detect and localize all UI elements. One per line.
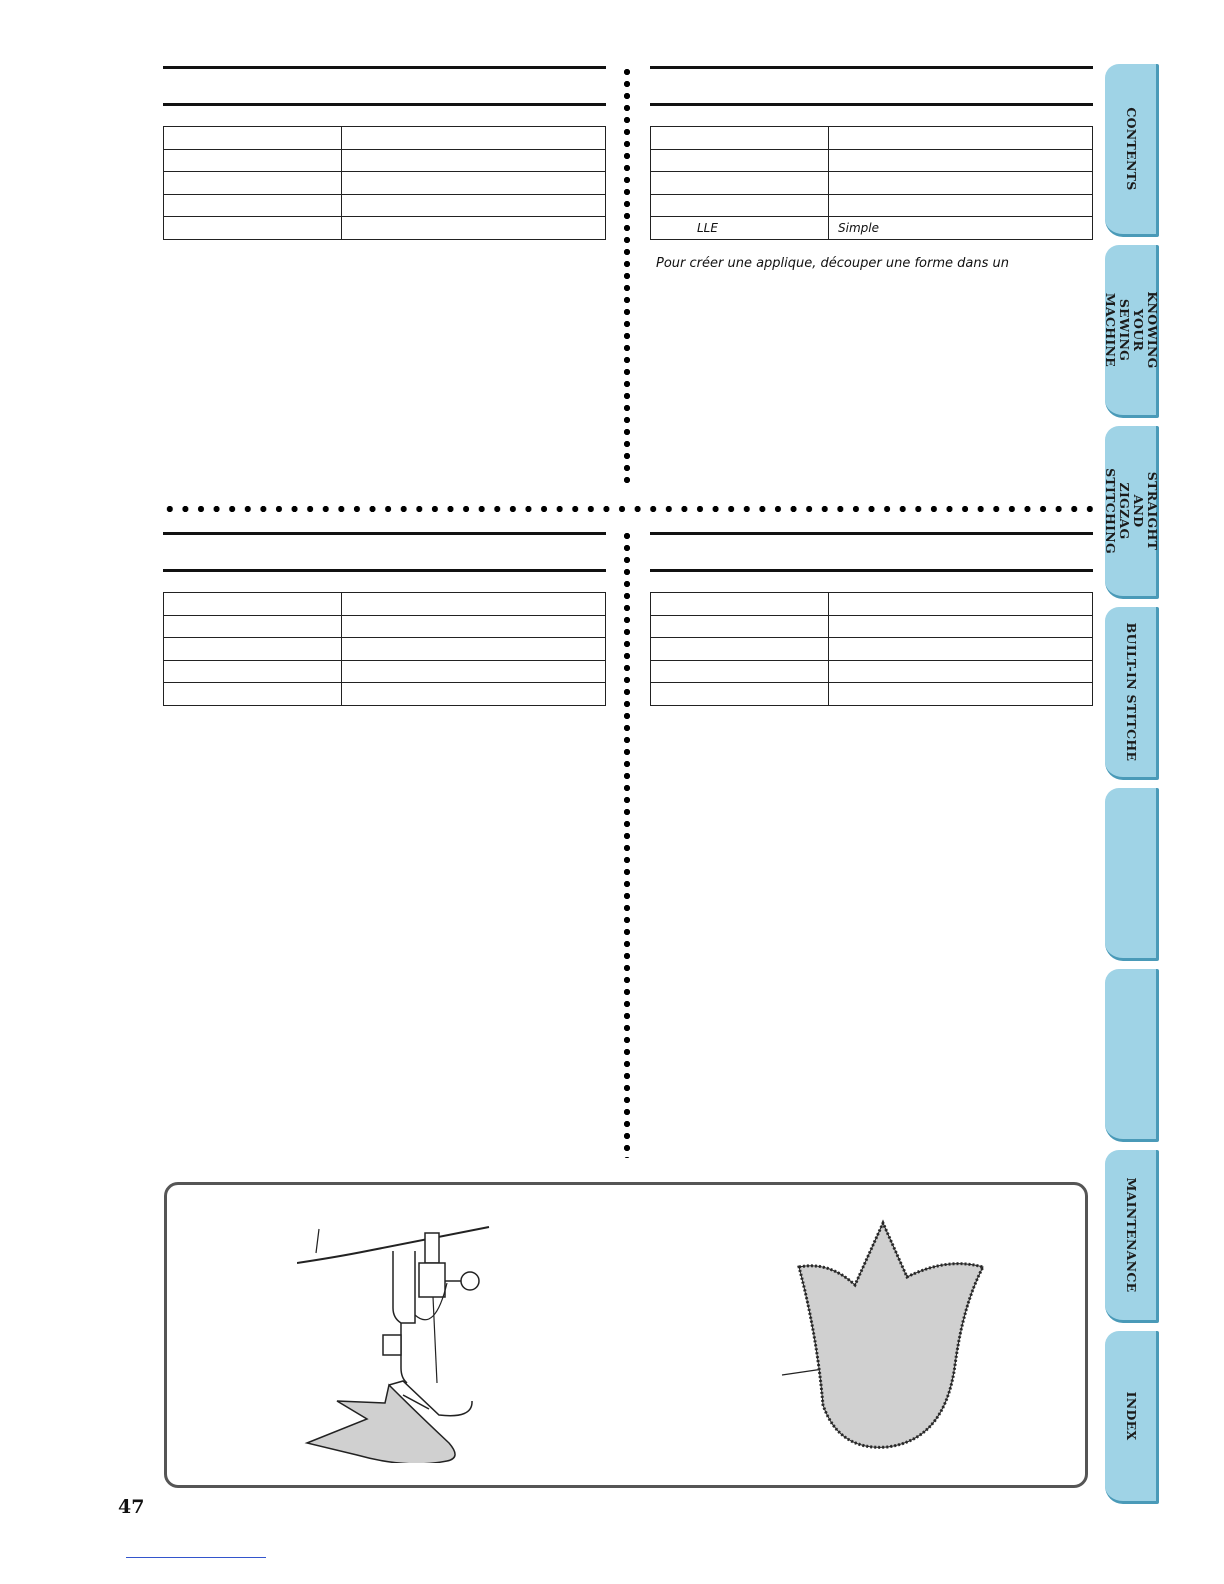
header-rule xyxy=(650,532,1093,535)
table-cell xyxy=(342,172,606,195)
tab-index[interactable] xyxy=(1105,1331,1159,1504)
tab-maintenance[interactable] xyxy=(1105,1150,1159,1323)
header-rule xyxy=(650,103,1093,106)
table-cell xyxy=(164,638,342,661)
table-cell xyxy=(651,638,829,661)
applique-shape-illustration xyxy=(777,1215,987,1465)
table-cell xyxy=(829,149,1093,172)
vertical-dot-divider xyxy=(623,66,631,488)
footer-link-underline[interactable] xyxy=(126,1557,266,1558)
table-row xyxy=(651,593,1093,616)
table-row xyxy=(164,683,606,706)
header-rule xyxy=(163,569,606,572)
tab-label: MAINTENANCE xyxy=(1123,1177,1139,1293)
vertical-dot-divider xyxy=(623,530,631,1158)
table-row xyxy=(651,127,1093,150)
table-cell xyxy=(829,194,1093,217)
table-row xyxy=(164,172,606,195)
applique-illustration-box xyxy=(164,1182,1088,1488)
table-row xyxy=(651,149,1093,172)
presser-foot-illustration xyxy=(297,1223,507,1463)
horizontal-dot-divider xyxy=(162,505,1096,513)
table-cell xyxy=(651,194,829,217)
table-cell xyxy=(164,127,342,150)
header-rule xyxy=(650,569,1093,572)
table-cell xyxy=(342,615,606,638)
table-cell xyxy=(342,683,606,706)
tab-knowing-your-sewing-machine[interactable] xyxy=(1102,245,1160,418)
table-cell xyxy=(829,683,1093,706)
table-cell xyxy=(651,149,829,172)
table-cell xyxy=(164,172,342,195)
tab-label: KNOWING YOUR SEWING MACHINE xyxy=(1102,291,1160,369)
tab-blank-1[interactable] xyxy=(1105,788,1159,961)
stitch-code-cell: LLE xyxy=(651,217,829,240)
tab-contents[interactable] xyxy=(1105,64,1159,237)
table-row xyxy=(651,683,1093,706)
stitch-type-cell: Simple xyxy=(829,217,1093,240)
header-rule xyxy=(163,532,606,535)
tab-label: BUILT-IN STITCHE xyxy=(1123,622,1139,762)
settings-table xyxy=(650,126,1093,240)
table-row xyxy=(651,660,1093,683)
table-cell xyxy=(164,149,342,172)
table-cell xyxy=(342,149,606,172)
table-cell xyxy=(164,593,342,616)
table-row xyxy=(651,615,1093,638)
table-row xyxy=(164,593,606,616)
header-rule xyxy=(163,103,606,106)
tab-built-in-stitches[interactable] xyxy=(1105,607,1159,780)
table-row xyxy=(164,660,606,683)
header-rule xyxy=(650,66,1093,69)
header-rule xyxy=(163,66,606,69)
table-row xyxy=(651,638,1093,661)
table-cell xyxy=(342,638,606,661)
table-row xyxy=(164,149,606,172)
table-row xyxy=(651,172,1093,195)
table-cell xyxy=(342,217,606,240)
settings-table xyxy=(163,126,606,240)
tab-blank-2[interactable] xyxy=(1105,969,1159,1142)
tab-straight-and-zigzag-stitching[interactable] xyxy=(1102,426,1160,599)
table-cell xyxy=(164,683,342,706)
table-row xyxy=(164,217,606,240)
table-row xyxy=(164,638,606,661)
table-cell xyxy=(829,127,1093,150)
table-cell xyxy=(829,615,1093,638)
table-cell xyxy=(164,660,342,683)
table-cell xyxy=(829,638,1093,661)
table-cell xyxy=(829,172,1093,195)
applique-instruction: Pour créer une applique, découper une forme dans un xyxy=(656,256,1009,271)
table-row xyxy=(651,194,1093,217)
table-cell xyxy=(342,593,606,616)
table-row xyxy=(164,194,606,217)
table-cell xyxy=(164,217,342,240)
table-cell xyxy=(651,172,829,195)
page-number: 47 xyxy=(118,1496,145,1518)
tab-label: CONTENTS xyxy=(1123,107,1139,191)
settings-table xyxy=(650,592,1093,706)
table-cell xyxy=(651,660,829,683)
settings-table xyxy=(163,592,606,706)
table-cell xyxy=(829,593,1093,616)
table-cell xyxy=(164,615,342,638)
table-cell xyxy=(164,194,342,217)
table-cell xyxy=(651,615,829,638)
table-row xyxy=(164,615,606,638)
tab-label: STRAIGHT AND ZIGZAG STITCHING xyxy=(1102,468,1160,554)
table-cell xyxy=(651,683,829,706)
table-cell xyxy=(342,660,606,683)
table-cell xyxy=(829,660,1093,683)
table-cell xyxy=(651,127,829,150)
table-cell xyxy=(342,127,606,150)
table-row xyxy=(164,127,606,150)
table-row xyxy=(651,217,1093,240)
table-cell xyxy=(342,194,606,217)
table-cell xyxy=(651,593,829,616)
tab-label: INDEX xyxy=(1123,1391,1139,1441)
